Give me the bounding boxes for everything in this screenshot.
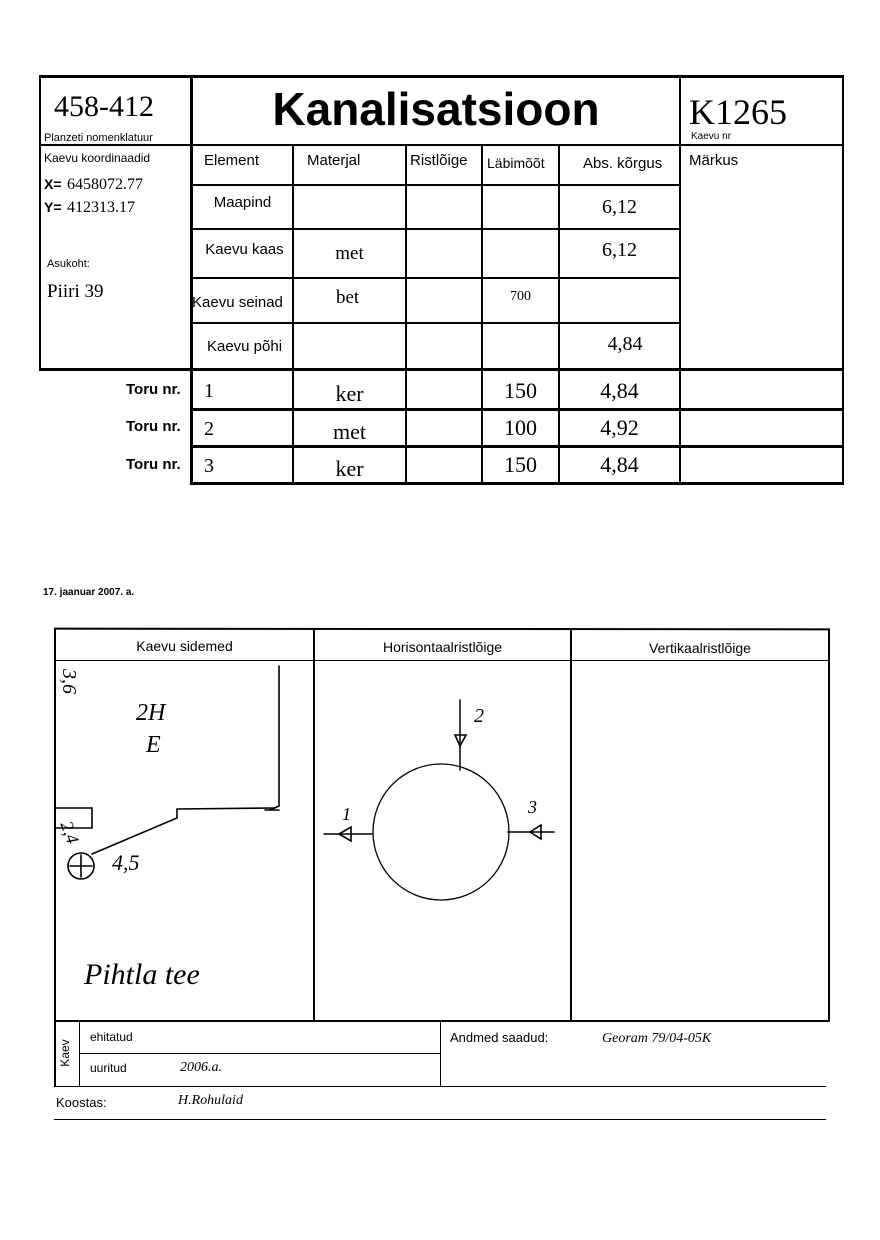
col-header-section: Ristlõige xyxy=(410,152,468,169)
built-label: ehitatud xyxy=(90,1030,133,1044)
x-value: 6458072.77 xyxy=(67,176,143,193)
pipe-label: Toru nr. xyxy=(126,381,181,398)
pipe-elevation: 4,84 xyxy=(600,452,639,477)
pipe-number: 3 xyxy=(204,455,214,477)
coordinates-label: Kaevu koordinaadid xyxy=(44,151,151,165)
tie-line-building xyxy=(177,808,275,809)
tie-diagonal-line xyxy=(92,809,177,854)
row-material: bet xyxy=(336,287,360,308)
data-source-label: Andmed saadud: xyxy=(450,1030,549,1045)
row-element: Maapind xyxy=(213,194,272,211)
pipe-3-label: 3 xyxy=(528,797,537,817)
pipe-number: 2 xyxy=(204,418,214,440)
tie-distance: 2,4 xyxy=(56,818,83,847)
y-value: 412313.17 xyxy=(67,199,135,216)
pipe-elevation: 4,84 xyxy=(600,378,639,403)
surveyed-label: uuritud xyxy=(90,1061,127,1075)
row-elevation: 4,84 xyxy=(607,333,643,355)
sketch-col-vertical: Vertikaalristlõige xyxy=(649,640,751,656)
tie-distance-top: 3,6 xyxy=(58,669,80,694)
col-header-element: Element xyxy=(204,152,260,169)
pipe-number: 1 xyxy=(204,380,214,402)
col-header-remark: Märkus xyxy=(689,152,739,169)
row-diameter: 700 xyxy=(510,289,531,304)
row-element: Kaevu kaas xyxy=(205,241,284,258)
author-value: H.Rohulaid xyxy=(178,1093,243,1108)
page-title: Kanalisatsioon xyxy=(272,83,600,135)
pipe-material: met xyxy=(333,419,366,444)
row-elevation: 6,12 xyxy=(602,239,637,261)
document-date: 17. jaanuar 2007. a. xyxy=(43,587,135,598)
tie-distance: 4,5 xyxy=(112,850,140,875)
pipe-label: Toru nr. xyxy=(126,456,181,473)
pipe-elevation: 4,92 xyxy=(600,415,639,440)
col-header-diameter: Läbimõõt xyxy=(487,155,545,171)
pipe-diameter: 150 xyxy=(504,452,537,477)
pipe-diameter: 150 xyxy=(504,378,537,403)
surveyed-value: 2006.a. xyxy=(180,1060,222,1075)
sketch-col-ties: Kaevu sidemed xyxy=(136,638,233,654)
x-label: X= xyxy=(44,176,62,192)
row-element: Kaevu seinad xyxy=(192,294,283,311)
well-number-value: K1265 xyxy=(689,92,787,132)
row-elevation: 6,12 xyxy=(602,196,637,218)
row-element: Kaevu põhi xyxy=(206,338,283,355)
pipe-material: ker xyxy=(335,381,364,406)
well-number-label: Kaevu nr xyxy=(691,131,732,142)
author-label: Koostas: xyxy=(56,1095,107,1110)
pipe-1-label: 1 xyxy=(342,804,351,824)
data-source-value: Georam 79/04-05K xyxy=(602,1031,712,1046)
pipe-diameter: 100 xyxy=(504,415,537,440)
street-name: Pihtla tee xyxy=(84,958,200,991)
pipe-2-label: 2 xyxy=(474,705,484,727)
building-outline xyxy=(270,666,279,810)
nomenclature-value: 458-412 xyxy=(54,90,154,123)
col-header-elevation: Abs. kõrgus xyxy=(583,155,663,172)
pipe-label: Toru nr. xyxy=(126,418,181,435)
location-label: Asukoht: xyxy=(47,258,90,270)
location-value: Piiri 39 xyxy=(47,281,104,302)
col-header-material: Materjal xyxy=(307,152,361,169)
building-label: 2H xyxy=(136,700,166,726)
footer-side-label: Kaev xyxy=(58,1039,72,1067)
building-label: E xyxy=(146,732,161,758)
y-label: Y= xyxy=(44,199,62,215)
well-cross-section xyxy=(373,764,509,900)
row-material: met xyxy=(335,243,364,264)
sketch-col-horizontal: Horisontaalristlõige xyxy=(382,639,503,655)
nomenclature-label: Planzeti nomenklatuur xyxy=(44,132,153,144)
pipe-material: ker xyxy=(335,456,364,481)
